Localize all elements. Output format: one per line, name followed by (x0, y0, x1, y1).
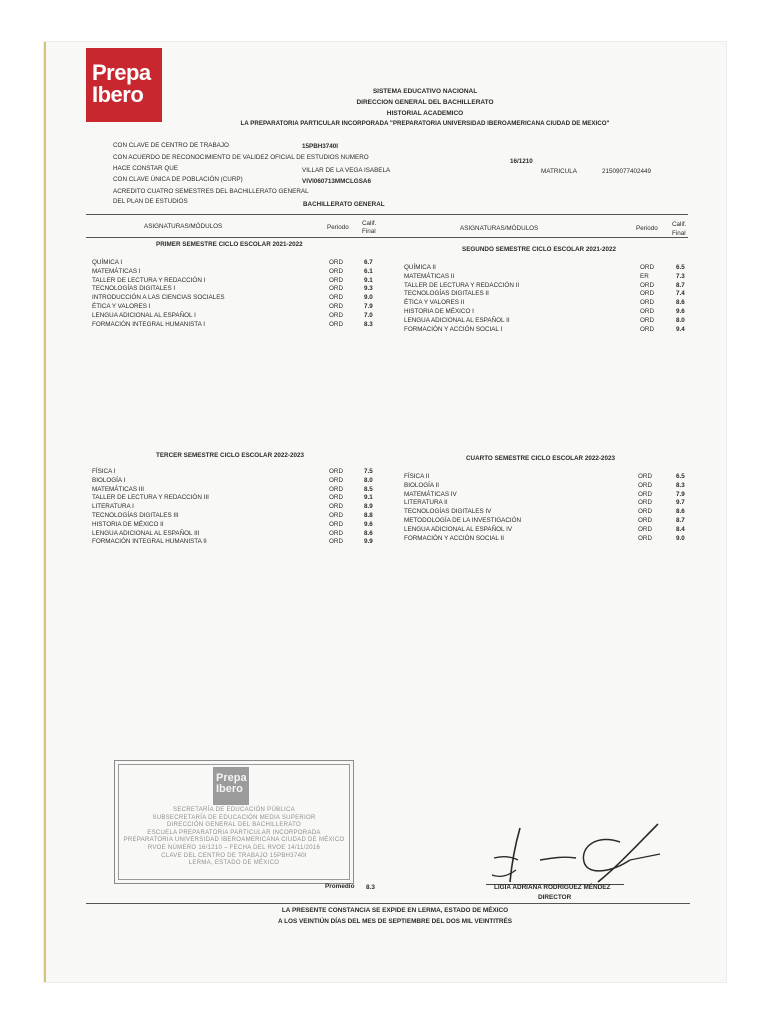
footer-line-2: A LOS VEINTIÚN DÍAS DEL MES DE SEPTIEMBRE DEL DOS MIL VEINTITRÉS (277, 918, 513, 925)
subject-grade: 6.5 (676, 473, 685, 480)
subject-name: FORMACIÓN Y ACCIÓN SOCIAL II (404, 534, 504, 542)
stamp-text-line: DIRECCIÓN GENERAL DEL BACHILLERATO (167, 822, 301, 829)
col-calif-right-2: Final (672, 230, 686, 237)
plan-value: BACHILLERATO GENERAL (303, 201, 385, 208)
stamp-logo-line-2: Ibero (216, 783, 243, 795)
subject-row (404, 482, 694, 491)
subject-row (92, 321, 382, 330)
subject-periodo: ORD (640, 299, 654, 307)
subject-name: HISTORIA DE MÉXICO I (404, 308, 474, 315)
subject-grade: 6.7 (364, 259, 373, 266)
subject-grade: 8.4 (676, 525, 685, 533)
subject-periodo: ORD (329, 520, 343, 528)
plan-label: DEL PLAN DE ESTUDIOS (113, 198, 188, 205)
subject-periodo: ORD (329, 538, 343, 546)
subject-name: ÉTICA Y VALORES I (92, 303, 151, 310)
subject-grade: 8.6 (364, 529, 373, 537)
stamp-logo (213, 767, 249, 805)
subject-grade: 8.9 (364, 503, 373, 511)
subject-grade: 8.7 (676, 517, 685, 524)
header-line-2: DIRECCION GENERAL DEL BACHILLERATO (356, 99, 494, 106)
subject-periodo: ORD (329, 259, 343, 266)
subject-periodo: ORD (638, 534, 652, 542)
subject-grade: 7.4 (676, 290, 685, 298)
subject-periodo: ORD (638, 517, 652, 524)
subject-periodo: ORD (638, 473, 652, 480)
subject-periodo: ORD (329, 311, 343, 319)
footer-rule (86, 903, 690, 904)
subject-row (404, 491, 694, 500)
prepa-ibero-logo (86, 48, 162, 122)
subject-name: MATEMÁTICAS I (92, 267, 141, 275)
subject-name: LENGUA ADICIONAL AL ESPAÑOL III (92, 529, 200, 537)
subject-grade: 8.0 (676, 316, 685, 324)
acredito-label: ACREDITO CUATRO SEMESTRES DEL BACHILLERATO GENERAL (113, 188, 309, 195)
subject-periodo: ORD (329, 494, 343, 502)
subject-name: QUÍMICA I (92, 259, 123, 266)
subject-periodo: ORD (640, 316, 654, 324)
subject-row (404, 326, 694, 335)
acuerdo-value: 16/1210 (510, 158, 533, 165)
subject-name: FORMACIÓN INTEGRAL HUMANISTA I (92, 320, 206, 328)
subject-grade: 7.3 (676, 272, 685, 280)
subject-row (404, 535, 694, 544)
subject-grade: 9.0 (676, 534, 685, 542)
subject-row (92, 477, 382, 486)
subject-grade: 8.3 (676, 481, 685, 489)
table-header-rule (86, 237, 688, 238)
stamp-text-line: PREPARATORIA UNIVERSIDAD IBEROAMERICANA CIUDAD DE MÉXICO (123, 837, 345, 844)
subject-periodo: ORD (329, 294, 343, 302)
subject-name: LITERATURA II (404, 499, 448, 507)
col-calif-right-1: Calif. (672, 221, 687, 228)
subject-name: MATEMÁTICAS IV (404, 490, 457, 498)
col-periodo-left: Periodo (327, 224, 349, 231)
subject-name: TALLER DE LECTURA Y REDACCIÓN III (92, 494, 209, 502)
subject-grade: 9.7 (676, 499, 685, 507)
official-stamp (114, 760, 354, 884)
subject-periodo: ORD (329, 320, 343, 328)
subject-periodo: ORD (329, 476, 343, 484)
subject-row (92, 512, 382, 521)
acuerdo-label: CON ACUERDO DE RECONOCIMIENTO DE VALIDEZ OFICIAL DE ESTUDIOS NUMERO (113, 154, 369, 161)
subject-name: TECNOLOGÍAS DIGITALES IV (404, 508, 492, 516)
stamp-text-line: SUBSECRETARÍA DE EDUCACIÓN MEDIA SUPERIOR (152, 814, 316, 821)
clave-value: 15PBH3740I (302, 143, 339, 150)
logo-line-1: Prepa (92, 60, 151, 85)
signer-name: LIGIA ADRIANA RODRIGUEZ MÉNDEZ (494, 884, 611, 891)
subject-grade: 9.1 (364, 276, 373, 284)
subject-name: METODOLOGÍA DE LA INVESTIGACIÓN (404, 517, 522, 524)
subject-row (92, 521, 382, 530)
col-calif-left-2: Final (362, 228, 376, 235)
subject-periodo: ORD (638, 490, 652, 498)
subject-name: TALLER DE LECTURA Y REDACCIÓN I (92, 276, 206, 284)
subject-name: LENGUA ADICIONAL AL ESPAÑOL I (92, 311, 196, 319)
subject-grade: 8.6 (676, 508, 685, 516)
semester-2-title: SEGUNDO SEMESTRE CICLO ESCOLAR 2021-2022 (462, 246, 616, 253)
subject-periodo: ER (640, 272, 649, 280)
subject-name: FORMACIÓN INTEGRAL HUMANISTA II (92, 538, 207, 546)
subject-grade: 9.4 (676, 325, 685, 333)
subject-grade: 6.5 (676, 264, 685, 271)
subject-name: LENGUA ADICIONAL AL ESPAÑOL IV (404, 525, 513, 533)
curp-label: CON CLAVE ÚNICA DE POBLACIÓN (CURP) (113, 176, 243, 183)
stamp-text-line: ESCUELA PREPARATORIA PARTICULAR INCORPORADA (147, 829, 321, 836)
subject-periodo: ORD (640, 325, 654, 333)
subject-name: LITERATURA I (92, 503, 134, 511)
subject-periodo: ORD (329, 303, 343, 310)
subject-row (404, 273, 694, 282)
subject-name: BIOLOGÍA I (92, 476, 126, 484)
curp-value: VIVI060713MMCLGSA6 (302, 178, 371, 185)
promedio-label: Promedio (325, 883, 355, 890)
subject-row (404, 299, 694, 308)
subject-grade: 7.0 (364, 311, 373, 319)
subject-row (92, 268, 382, 277)
subject-periodo: ORD (638, 525, 652, 533)
subject-row (92, 312, 382, 321)
subject-name: TECNOLOGÍAS DIGITALES I (92, 285, 176, 293)
matricula-label: MATRICULA (541, 168, 577, 175)
subject-name: MATEMÁTICAS III (92, 485, 145, 493)
subject-grade: 7.9 (676, 490, 685, 498)
subject-name: FÍSICA I (92, 468, 116, 475)
hace-constar-label: HACE CONSTAR QUE (113, 165, 178, 172)
subject-periodo: ORD (638, 481, 652, 489)
col-asig-left: ASIGNATURAS/MÓDULOS (144, 223, 223, 230)
header-line-3: HISTORIAL ACADEMICO (386, 110, 464, 117)
subject-name: TECNOLOGÍAS DIGITALES III (92, 512, 179, 519)
subject-periodo: ORD (329, 468, 343, 475)
subject-grade: 8.5 (364, 485, 373, 493)
subject-row (404, 317, 694, 326)
subject-periodo: ORD (329, 485, 343, 493)
subject-row (92, 259, 382, 268)
subject-row (404, 308, 694, 317)
subject-periodo: ORD (638, 508, 652, 516)
subject-grade: 9.1 (364, 494, 373, 502)
subject-grade: 8.7 (676, 281, 685, 289)
subject-row (92, 468, 382, 477)
col-asig-right: ASIGNATURAS/MÓDULOS (460, 225, 539, 232)
subject-grade: 7.9 (364, 303, 373, 310)
subject-periodo: ORD (640, 290, 654, 298)
subject-row (92, 294, 382, 303)
subject-periodo: ORD (329, 285, 343, 293)
subject-row (404, 473, 694, 482)
subject-grade: 9.3 (364, 285, 373, 293)
col-periodo-right: Periodo (636, 225, 658, 232)
subject-name: INTRODUCCIÓN A LAS CIENCIAS SOCIALES (92, 294, 225, 302)
subject-periodo: ORD (638, 499, 652, 507)
semester-1-title: PRIMER SEMESTRE CICLO ESCOLAR 2021-2022 (156, 241, 303, 248)
subject-row (92, 303, 382, 312)
logo-line-2: Ibero (92, 82, 144, 107)
header-line-1: SISTEMA EDUCATIVO NACIONAL (372, 88, 478, 95)
header-line-4: LA PREPARATORIA PARTICULAR INCORPORADA "PREPARATORIA UNIVERSIDAD IBEROAMERICANA CIUDAD DE MEXICO" (240, 120, 610, 127)
subject-row (92, 494, 382, 503)
matricula-value: 21509077402449 (602, 168, 652, 175)
subject-periodo: ORD (329, 512, 343, 519)
footer-line-1: LA PRESENTE CONSTANCIA SE EXPIDE EN LERMA, ESTADO DE MÉXICO (281, 907, 509, 914)
subject-row (404, 526, 694, 535)
clave-label: CON CLAVE DE CENTRO DE TRABAJO (113, 142, 229, 149)
table-top-rule (86, 214, 688, 215)
subject-periodo: ORD (640, 308, 654, 315)
subject-periodo: ORD (640, 281, 654, 289)
subject-periodo: ORD (329, 276, 343, 284)
stamp-text-line: RVOE NÚMERO 16/1210 – FECHA DEL RVOE 14/11/2016 (147, 844, 321, 851)
subject-periodo: ORD (329, 267, 343, 275)
subject-grade: 8.8 (364, 512, 373, 519)
subject-grade: 6.1 (364, 267, 373, 275)
stamp-logo-line-1: Prepa (216, 772, 247, 784)
stamp-text-line: SECRETARÍA DE EDUCACIÓN PÚBLICA (173, 807, 295, 813)
subject-name: FÍSICA II (404, 473, 430, 480)
subject-row (404, 517, 694, 526)
subject-grade: 9.0 (364, 294, 373, 302)
subject-name: QUÍMICA II (404, 264, 436, 271)
subject-row (92, 538, 382, 547)
col-calif-left-1: Calif. (362, 220, 377, 227)
stamp-text (115, 807, 353, 868)
subject-name: HISTORIA DE MÉXICO II (92, 520, 164, 528)
student-name: VILLAR DE LA VEGA ISABELA (302, 167, 391, 174)
subject-grade: 9.9 (364, 538, 373, 546)
subject-name: MATEMÁTICAS II (404, 272, 455, 280)
subject-name: FORMACIÓN Y ACCIÓN SOCIAL I (404, 325, 503, 333)
subject-row (404, 264, 694, 273)
subject-grade: 9.6 (364, 520, 373, 528)
semester-4-title: CUARTO SEMESTRE CICLO ESCOLAR 2022-2023 (466, 455, 615, 462)
subject-periodo: ORD (329, 529, 343, 537)
signer-title: DIRECTOR (538, 894, 572, 901)
subject-periodo: ORD (329, 503, 343, 511)
subject-grade: 8.6 (676, 299, 685, 307)
semester-3-title: TERCER SEMESTRE CICLO ESCOLAR 2022-2023 (156, 452, 305, 459)
subject-grade: 8.0 (364, 476, 373, 484)
subject-row (404, 508, 694, 517)
subject-name: ÉTICA Y VALORES II (404, 299, 465, 307)
stamp-text-line: CLAVE DEL CENTRO DE TRABAJO 15PBH3740I (161, 852, 307, 859)
subject-name: TALLER DE LECTURA Y REDACCIÓN II (404, 281, 520, 289)
subject-grade: 7.5 (364, 468, 373, 475)
subject-name: TECNOLOGÍAS DIGITALES II (404, 290, 489, 298)
subject-grade: 9.6 (676, 308, 685, 315)
subject-name: LENGUA ADICIONAL AL ESPAÑOL II (404, 316, 510, 324)
subject-grade: 8.3 (364, 320, 373, 328)
stamp-text-line: LERMA, ESTADO DE MÉXICO (188, 860, 280, 867)
promedio-value: 8.3 (366, 884, 375, 891)
subject-row (92, 503, 382, 512)
subject-name: BIOLOGÍA II (404, 481, 439, 489)
subject-periodo: ORD (640, 264, 654, 271)
